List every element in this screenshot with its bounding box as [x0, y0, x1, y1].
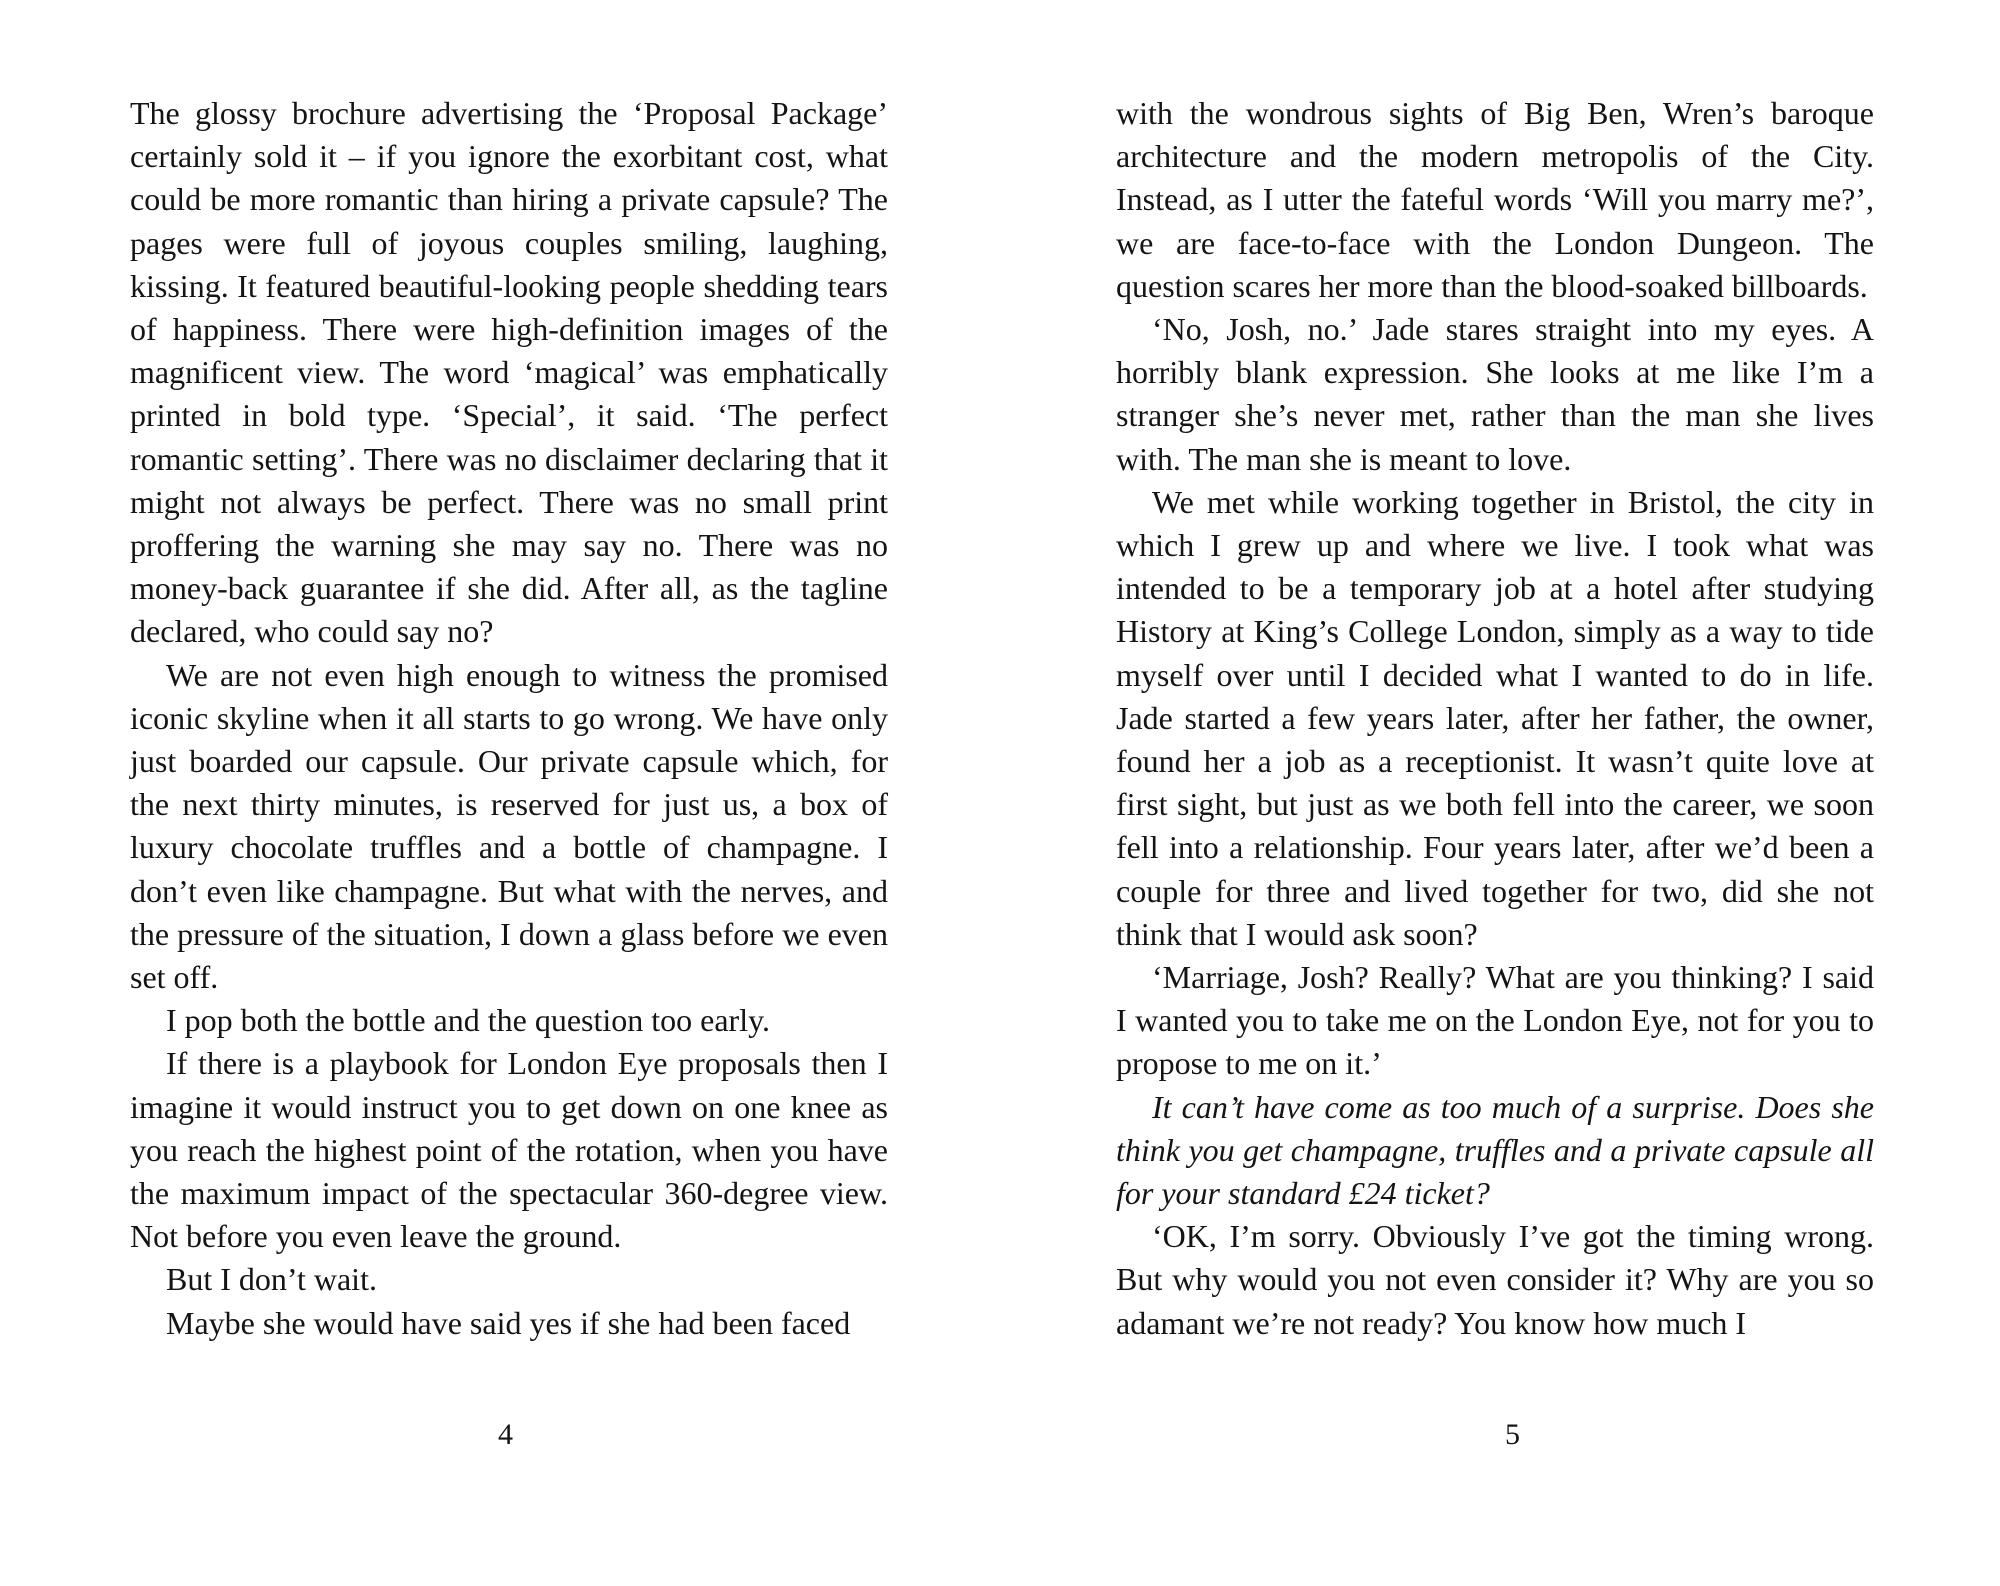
paragraph: The glossy brochure advertising the ‘Proposal Package’ certainly sold it – if you ignore the exorbitant cost, what could be more romantic than hiring a private capsule? The pages were full of joyous couples smiling, laughing, kissing. It featured beautiful-looking people shedding tears of happiness. There were high-definition images of the magnificent view. The word ‘magical’ was emphatically printed in bold type. ‘Special’, it said. ‘The perfect romantic setting’. There was no disclaimer declaring that it might not always be perfect. There was no small print proffering the warning she may say no. There was no money-back guarantee if she did. After all, as the tagline declared, who could say no? — [130, 95, 888, 650]
italic-thought-paragraph: It can’t have come as too much of a surprise. Does she think you get champagne, truffles and a private capsule all for your standard £24 ticket? — [1116, 1088, 1874, 1212]
paragraph: Maybe she would have said yes if she had been faced — [166, 1304, 851, 1341]
right-page-text — [1116, 92, 1874, 1345]
paragraph: ‘OK, I’m sorry. Obviously I’ve got the timing wrong. But why would you not even consider it? Why are you so adamant we’re not ready? You know how much I — [1116, 1218, 1874, 1341]
paragraph: ‘Marriage, Josh? Really? What are you thinking? I said I wanted you to take me on the London Eye, not for you to propose to me on it.’ — [1116, 959, 1874, 1082]
page-number: 5 — [1505, 1418, 1520, 1451]
paragraph: But I don’t wait. — [166, 1261, 377, 1298]
page-number: 4 — [498, 1418, 513, 1451]
paragraph: We met while working together in Bristol, the city in which I grew up and where we live. I took what was intended to be a temporary job at a hotel after studying History at King’s College London, simply as a way to tide myself over until I decided what I wanted to do in life. Jade started a few years later, after her father, the owner, found her a job as a receptionist. It wasn’t quite love at first sight, but just as we both fell into the career, we soon fell into a relationship. Four years later, after we’d been a couple for three and lived together for two, did she not think that I would ask soon? — [1116, 483, 1874, 952]
paragraph: If there is a playbook for London Eye proposals then I imagine it would instruct you to get down on one knee as you reach the highest point of the rotation, when you have the maximum impact of the spectacular 360-degree view. Not before you even leave the ground. — [130, 1045, 888, 1255]
paragraph: I pop both the bottle and the question too early. — [166, 1002, 771, 1039]
paragraph: ‘No, Josh, no.’ Jade stares straight into my eyes. A horribly blank expression. She looks at me like I’m a stranger she’s never met, rather than the man she lives with. The man she is meant to love. — [1116, 311, 1874, 477]
paragraph: with the wondrous sights of Big Ben, Wren’s baroque architecture and the modern metropolis of the City. Instead, as I utter the fateful words ‘Will you marry me?’, we are face-to-face with the London Dungeon. The question scares her more than the blood-soaked billboards. — [1116, 95, 1874, 304]
right-page — [1000, 0, 2000, 1586]
paragraph: We are not even high enough to witness the promised iconic skyline when it all starts to go wrong. We have only just boarded our capsule. Our private capsule which, for the next thirty minutes, is reserved for just us, a box of luxury chocolate truffles and a bottle of champagne. I don’t even like champagne. But what with the nerves, and the pressure of the situation, I down a glass before we even set off. — [130, 656, 888, 996]
left-page-text — [130, 92, 888, 1345]
